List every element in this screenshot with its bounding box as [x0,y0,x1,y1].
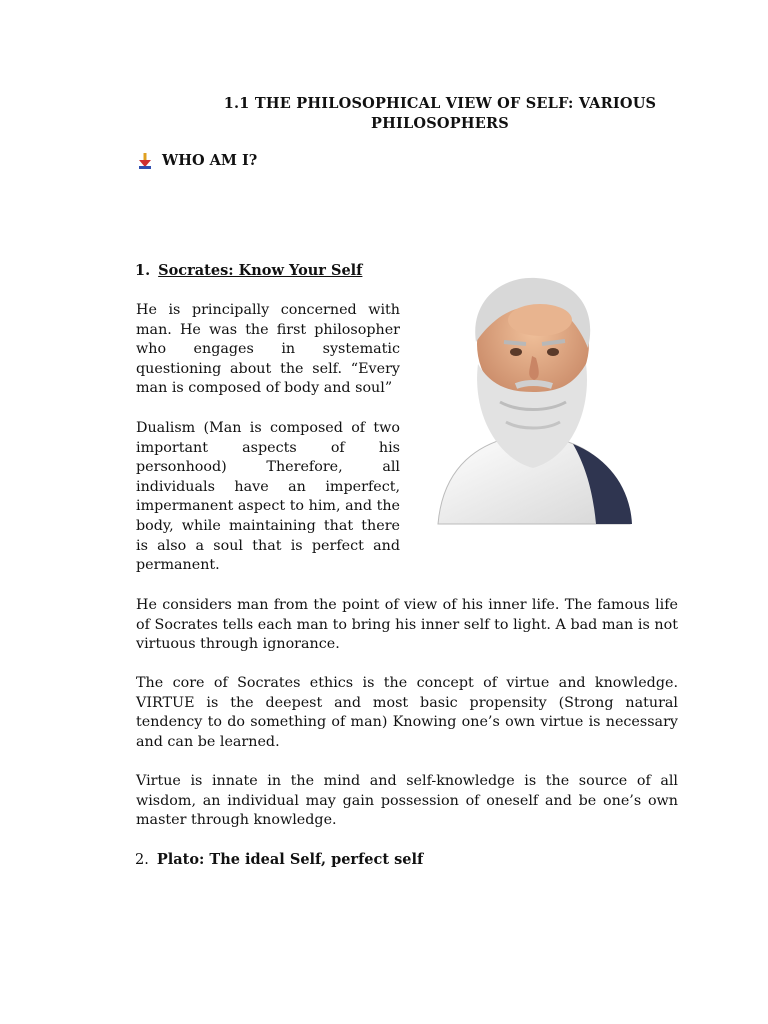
who-am-i-text: WHO AM I? [162,152,258,169]
section-1-title: Socrates: Know Your Self [158,262,363,279]
section-1-heading [135,262,362,279]
section-2-heading [135,851,423,868]
section-1-paragraph-4: The core of Socrates ethics is the concept of virtue and knowledge. VIRTUE is the deepest and most basic propensity (Strong natural tendency to do something of man) Knowing one’s own virtue is necessary and can be learned. [136,675,678,750]
section-1-paragraph-3: He considers man from the point of view of his inner life. The famous life of Socrates tells each man to bring his inner self to light. A bad man is not virtuous through ignorance. [136,597,678,653]
section-1-number: 1. [135,262,151,279]
title-line-2: PHILOSOPHERS [371,115,509,132]
page-title [220,94,660,134]
socrates-portrait-image [408,262,652,548]
arrow-bullet-icon [138,153,152,169]
section-1-paragraph-5: Virtue is innate in the mind and self-knowledge is the source of all wisdom, an individual may gain possession of oneself and be one’s own master through knowledge. [136,773,678,829]
who-am-i-heading [138,152,257,169]
title-line-1: 1.1 THE PHILOSOPHICAL VIEW OF SELF: VARIOUS [223,95,657,112]
section-2-number: 2. [135,852,149,868]
section-1-paragraph-2: Dualism (Man is composed of two important aspects of his personhood) Therefore, all individuals have an imperfect, impermanent aspect to him, and the body, while maintaining that there is also a soul that is perfect and permanent. [136,420,400,574]
section-2-title: Plato: The ideal Self, perfect self [156,851,424,868]
section-1-paragraph-1: He is principally concerned with man. He was the first philosopher who engages in systematic questioning about the self. “Every man is composed of body and soul” [136,302,400,397]
